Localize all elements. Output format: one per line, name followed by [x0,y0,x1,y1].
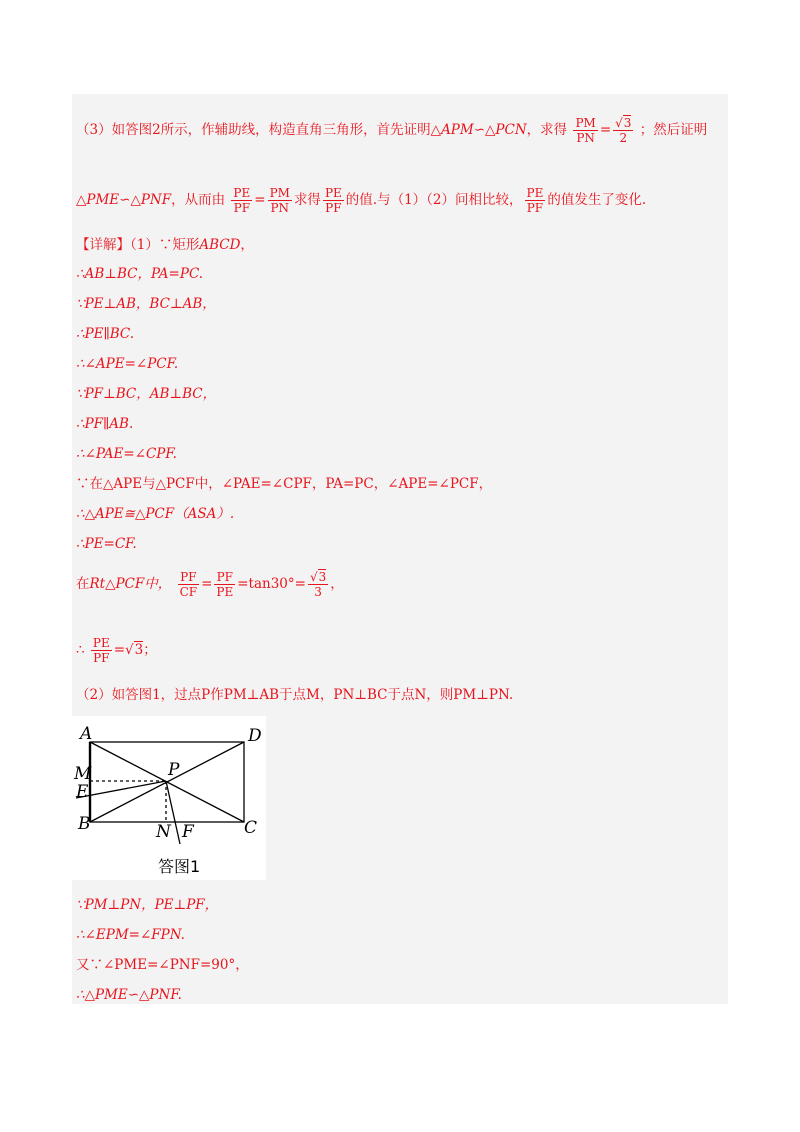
figure-caption: 答图1 [158,857,201,876]
fraction-pm-pn: $\frac{PM}{PN}$ [269,186,290,215]
part-2-intro: （2）如答图1，过点P作PM⊥AB于点M，PN⊥BC于点N，则PM⊥PN. [76,687,514,703]
label-m: M [74,764,92,784]
label-c: C [244,818,258,838]
fraction-pe-pf: $\frac{PE}{PF}$ [92,636,110,665]
label-d: D [248,726,262,746]
fraction-pm-pn: $\frac{PM}{PN}$ [575,116,596,145]
fraction-pf-pe: $\frac{PF}{PE}$ [216,570,234,599]
proof-step: 又∵∠PME=∠PNF=90°， [76,957,249,973]
label-p: P [168,760,180,780]
proof-step: ∴PE=CF. [76,536,137,552]
analysis-line-1: （3）如答图2所示，作辅助线，构造直角三角形，首先证明△APM∽△PCN，求得 $\frac{PM}{PN}$ = $\frac{√3}{2}$ ；然后证明 [76,116,708,145]
text: ；然后证明 [639,122,708,138]
proof-step: ∵在△APE与△PCF中，∠PAE=∠CPF，PA=PC，∠APE=∠PCF， [76,476,493,492]
proof-step: ∵PF⊥BC，AB⊥BC， [76,386,217,402]
label-f: F [182,822,194,842]
similar-triangles: △PME∽△PNF [76,192,172,208]
proof-step: ∴PF∥AB. [76,416,134,432]
proof-step: ∴△PME∽△PNF. [76,987,182,1003]
label-e: E [76,782,89,802]
fraction-pe-pf: $\frac{PE}{PF}$ [233,186,251,215]
proof-step: ∵PM⊥PN，PE⊥PF， [76,897,219,913]
similar-triangles: APM∽△PCN [441,122,527,138]
fraction-pf-cf: $\frac{PF}{CF}$ [179,570,198,599]
proof-step: ∴AB⊥BC，PA=PC. [76,266,204,282]
rt-triangle-line: 在Rt△PCF中， $\frac{PF}{CF}$ = $\frac{PF}{PE}$ =tan30°= $\frac{√3}{3}$ ， [76,570,344,599]
proof-step: ∴∠PAE=∠CPF. [76,446,177,462]
proof-step: ∴∠APE=∠PCF. [76,356,179,372]
fraction-pe-pf: $\frac{PE}{PF}$ [526,186,544,215]
label-a: A [80,724,93,744]
fraction-root3-over-3: $\frac{√3}{3}$ [309,570,327,599]
result-line: ∴ $\frac{PE}{PF}$ =√3； [76,636,157,665]
detail-heading: 【详解】（1）∵矩形ABCD， [76,237,254,253]
proof-step: ∴PE∥BC. [76,326,135,342]
label-b: B [78,814,91,834]
fraction-root3-over-2: $\frac{√3}{2}$ [615,116,632,145]
text: ，求得 [526,122,568,138]
text: （3）如答图2所示，作辅助线，构造直角三角形，首先证明△ [76,122,442,138]
proof-step: ∴∠EPM=∠FPN. [76,927,185,943]
proof-step: ∵PE⊥AB，BC⊥AB， [76,296,216,312]
analysis-line-2: △PME∽△PNF，从而由 $\frac{PE}{PF}$ = $\frac{PM}{PN}$ 求得 $\frac{PE}{PF}$ 的值.与（1）（2）问相比较， $\frac{PE}{PF}$ 的值发生了变化. [76,186,647,215]
fraction-pe-pf: $\frac{PE}{PF}$ [324,186,342,215]
geometry-figure [72,716,266,880]
proof-step: ∴△APE≅△PCF（ASA）. [76,506,235,522]
label-n: N [156,822,171,842]
